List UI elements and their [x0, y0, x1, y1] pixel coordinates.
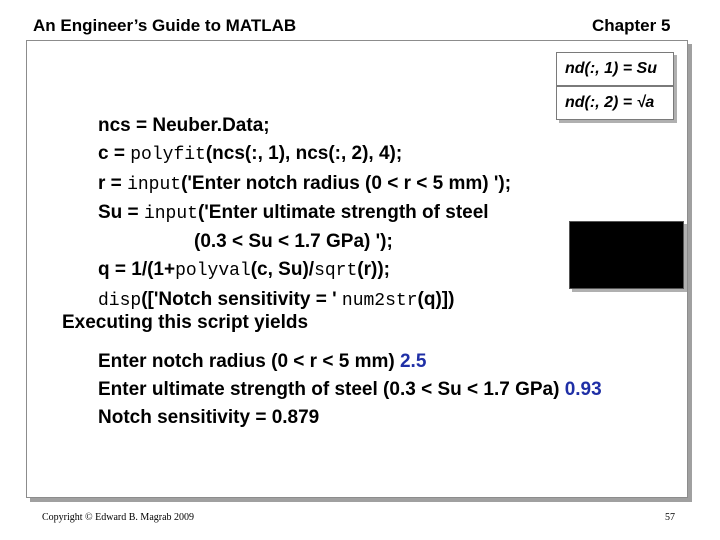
- script-output: [98, 348, 602, 433]
- output-text: Enter notch radius (0 < r < 5 mm): [98, 351, 400, 372]
- nd-column1-tag: nd(:, 1) = Su: [556, 52, 674, 86]
- black-box: [569, 221, 684, 289]
- code-text: (c, Su)/: [250, 259, 315, 281]
- code-line-6: [98, 256, 588, 285]
- code-line-7: [98, 286, 588, 315]
- function-name: input: [143, 203, 198, 224]
- code-line-4: [98, 199, 588, 228]
- chapter-label: Chapter 5: [592, 16, 671, 35]
- code-line-1: ncs = Neuber.Data;: [98, 115, 270, 136]
- function-name: disp: [98, 290, 142, 311]
- code-text: ('Enter ultimate strength of steel: [197, 201, 489, 223]
- book-title: An Engineer’s Guide to MATLAB: [33, 16, 297, 35]
- execution-label: Executing this script yields: [62, 312, 309, 333]
- copyright: Copyright © Edward B. Magrab 2009: [42, 512, 195, 523]
- output-text: Enter ultimate strength of steel (0.3 < Su < 1.7 GPa): [98, 379, 565, 401]
- code-text: (q)]): [417, 288, 455, 310]
- code-text: q = 1/(1+: [98, 259, 176, 281]
- function-name: num2str: [341, 290, 418, 311]
- function-name: polyfit: [130, 145, 206, 166]
- code-text: Su =: [98, 201, 144, 223]
- code-text: ('Enter notch radius (0 < r < 5 mm) ');: [181, 172, 512, 194]
- code-line-2: [98, 140, 588, 169]
- code-text: (r));: [357, 259, 390, 281]
- output-line-3: Notch sensitivity = 0.879: [98, 407, 320, 429]
- function-name: polyval: [175, 261, 251, 282]
- code-text: c =: [98, 143, 131, 165]
- function-name: sqrt: [314, 261, 358, 282]
- code-listing: [98, 112, 588, 315]
- nd-column2-tag: nd(:, 2) = √a: [556, 86, 674, 120]
- code-line-5: (0.3 < Su < 1.7 GPa) ');: [194, 231, 393, 253]
- code-text: (['Notch sensitivity = ': [141, 288, 342, 310]
- input-value: 2.5: [399, 351, 427, 372]
- code-text: (ncs(:, 1), ncs(:, 2), 4);: [205, 143, 403, 165]
- page-number: 57: [665, 512, 675, 523]
- input-value: 0.93: [564, 379, 602, 401]
- output-line-2: [98, 376, 602, 404]
- code-line-3: [98, 170, 588, 199]
- function-name: input: [127, 174, 182, 195]
- code-text: r =: [98, 172, 128, 194]
- output-line-1: [98, 348, 602, 376]
